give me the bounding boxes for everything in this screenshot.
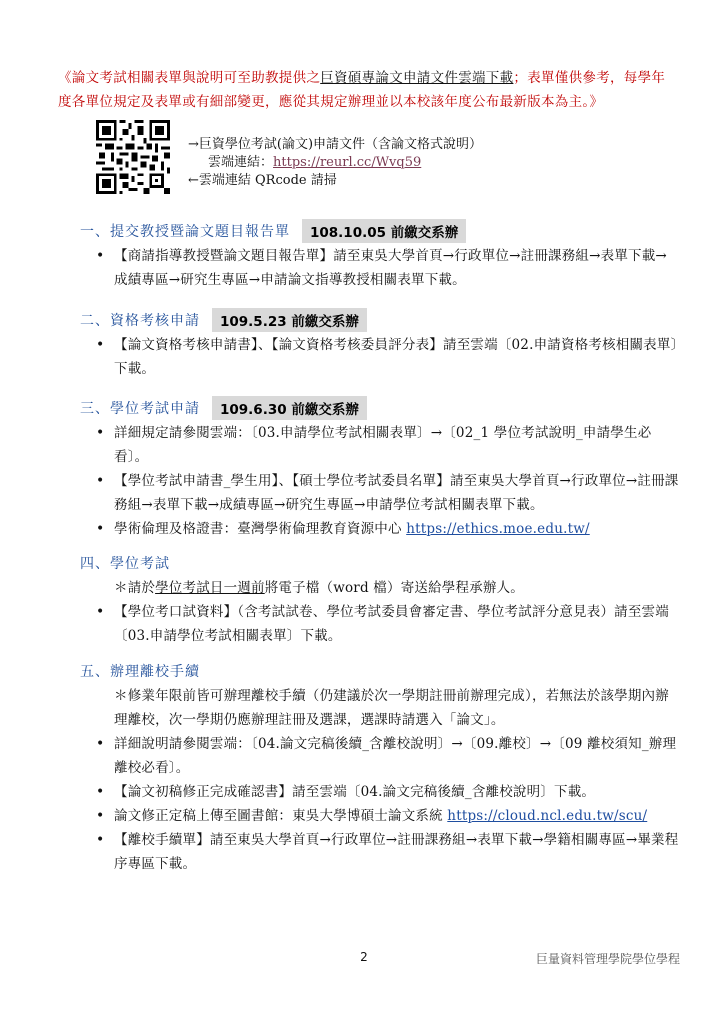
section-5-title: 五、辦理離校手續 [80,664,200,680]
section-5-item-3 [80,804,680,828]
section-2-title: 二、資格考核申請 [80,313,200,329]
ethics-label: 學術倫理及格證書：臺灣學術倫理教育資源中心 [114,521,407,537]
cloud-link[interactable]: https://reurl.cc/Wvq59 [273,155,422,170]
footer-department: 巨量資料管理學院學位學程 [535,952,680,966]
section-4-header [80,552,680,574]
library-label: 論文修正定稿上傳至圖書館：東吳大學博碩士論文系統 [114,808,448,824]
section-5-item-4: • 【離校手續單】請至東吳大學首頁→行政單位→註冊課務組→表單下載→學籍相關專區→畢業程序專區下載。 [80,828,680,876]
section-4-note [80,576,680,600]
note-post: 將電子檔（word 檔）寄送給學程承辦人。 [264,580,524,596]
section-5 [80,660,680,876]
section-5-note: ＊修業年限前皆可辦理離校手續（仍建議於次一學期註冊前辦理完成），若無法於該學期內辦理離校，次一學期仍應辦理註冊及選課，選課時請選入「論文」。 [114,688,669,728]
notice-part1: 《論文考試相關表單與說明可至助教提供之 [58,70,321,86]
qr-code-icon[interactable] [96,120,170,194]
note-underlined: 學位考試日一週前 [155,580,265,596]
section-3 [80,397,680,541]
notice-part2: ；表單僅供參考，每學年度各單位規定及表單或有細部變更，應從其規定辦理並以本校該年度公布最新版本為主。》 [58,70,666,110]
section-2 [80,309,680,381]
section-3-header [80,397,680,419]
qr-line-documents: →巨資學位考試(論文)申請文件（含論文格式說明） [188,137,483,152]
section-4-title: 四、學位考試 [80,556,170,572]
section-1-deadline: 108.10.05 前繳交系辦 [302,219,466,243]
qr-line-cloud-link [188,154,482,172]
qr-block [96,120,596,196]
qr-line-scan-hint: ←雲端連結 QRcode 請掃 [188,173,337,188]
notice-paragraph [58,66,678,114]
page-number: 2 [360,950,368,964]
cloud-link-label: 雲端連結： [208,155,274,170]
section-2-item-1: • 【論文資格考核申請書】、【論文資格考核委員評分表】請至雲端〔02.申請資格考核相關表單〕下載。 [80,333,680,381]
qr-description [188,136,482,190]
section-4 [80,552,680,648]
note-pre: ＊請於 [114,580,156,596]
section-3-item-3 [80,517,680,541]
section-2-header [80,309,680,331]
section-5-header [80,660,680,682]
section-3-deadline: 109.6.30 前繳交系辦 [212,396,367,420]
section-4-item-1: • 【學位考口試資料】（含考試試卷、學位考試委員會審定書、學位考試評分意見表）請至雲端〔03.申請學位考試相關表單〕下載。 [80,600,680,648]
section-3-title: 三、學位考試申請 [80,401,200,417]
ethics-link[interactable]: https://ethics.moe.edu.tw/ [406,521,590,537]
section-1 [80,220,680,292]
section-3-item-1: • 詳細規定請參閱雲端：〔03.申請學位考試相關表單〕→〔02_1 學位考試說明_申請學生必看〕。 [80,421,680,469]
section-5-item-2: • 【論文初稿修正完成確認書】請至雲端〔04.論文完稿後續_含離校說明〕下載。 [80,780,680,804]
notice-cloud-link[interactable]: 巨資碩專論文申請文件雲端下載 [320,70,514,86]
section-1-title: 一、提交教授暨論文題目報告單 [80,224,290,240]
section-1-header [80,220,680,242]
section-3-item-2: • 【學位考試申請書_學生用】、【碩士學位考試委員名單】請至東吳大學首頁→行政單位→註冊課務組→表單下載→成績專區→研究生專區→申請學位考試相關表單下載。 [80,469,680,517]
library-link[interactable]: https://cloud.ncl.edu.tw/scu/ [447,808,648,824]
section-5-item-1: • 詳細說明請參閱雲端：〔04.論文完稿後續_含離校說明〕→〔09.離校〕→〔09 離校須知_辦理離校必看〕。 [80,732,680,780]
section-2-deadline: 109.5.23 前繳交系辦 [212,308,367,332]
section-1-item-1: • 【商請指導教授暨論文題目報告單】請至東吳大學首頁→行政單位→註冊課務組→表單下載→成績專區→研究生專區→申請論文指導教授相關表單下載。 [80,244,680,292]
